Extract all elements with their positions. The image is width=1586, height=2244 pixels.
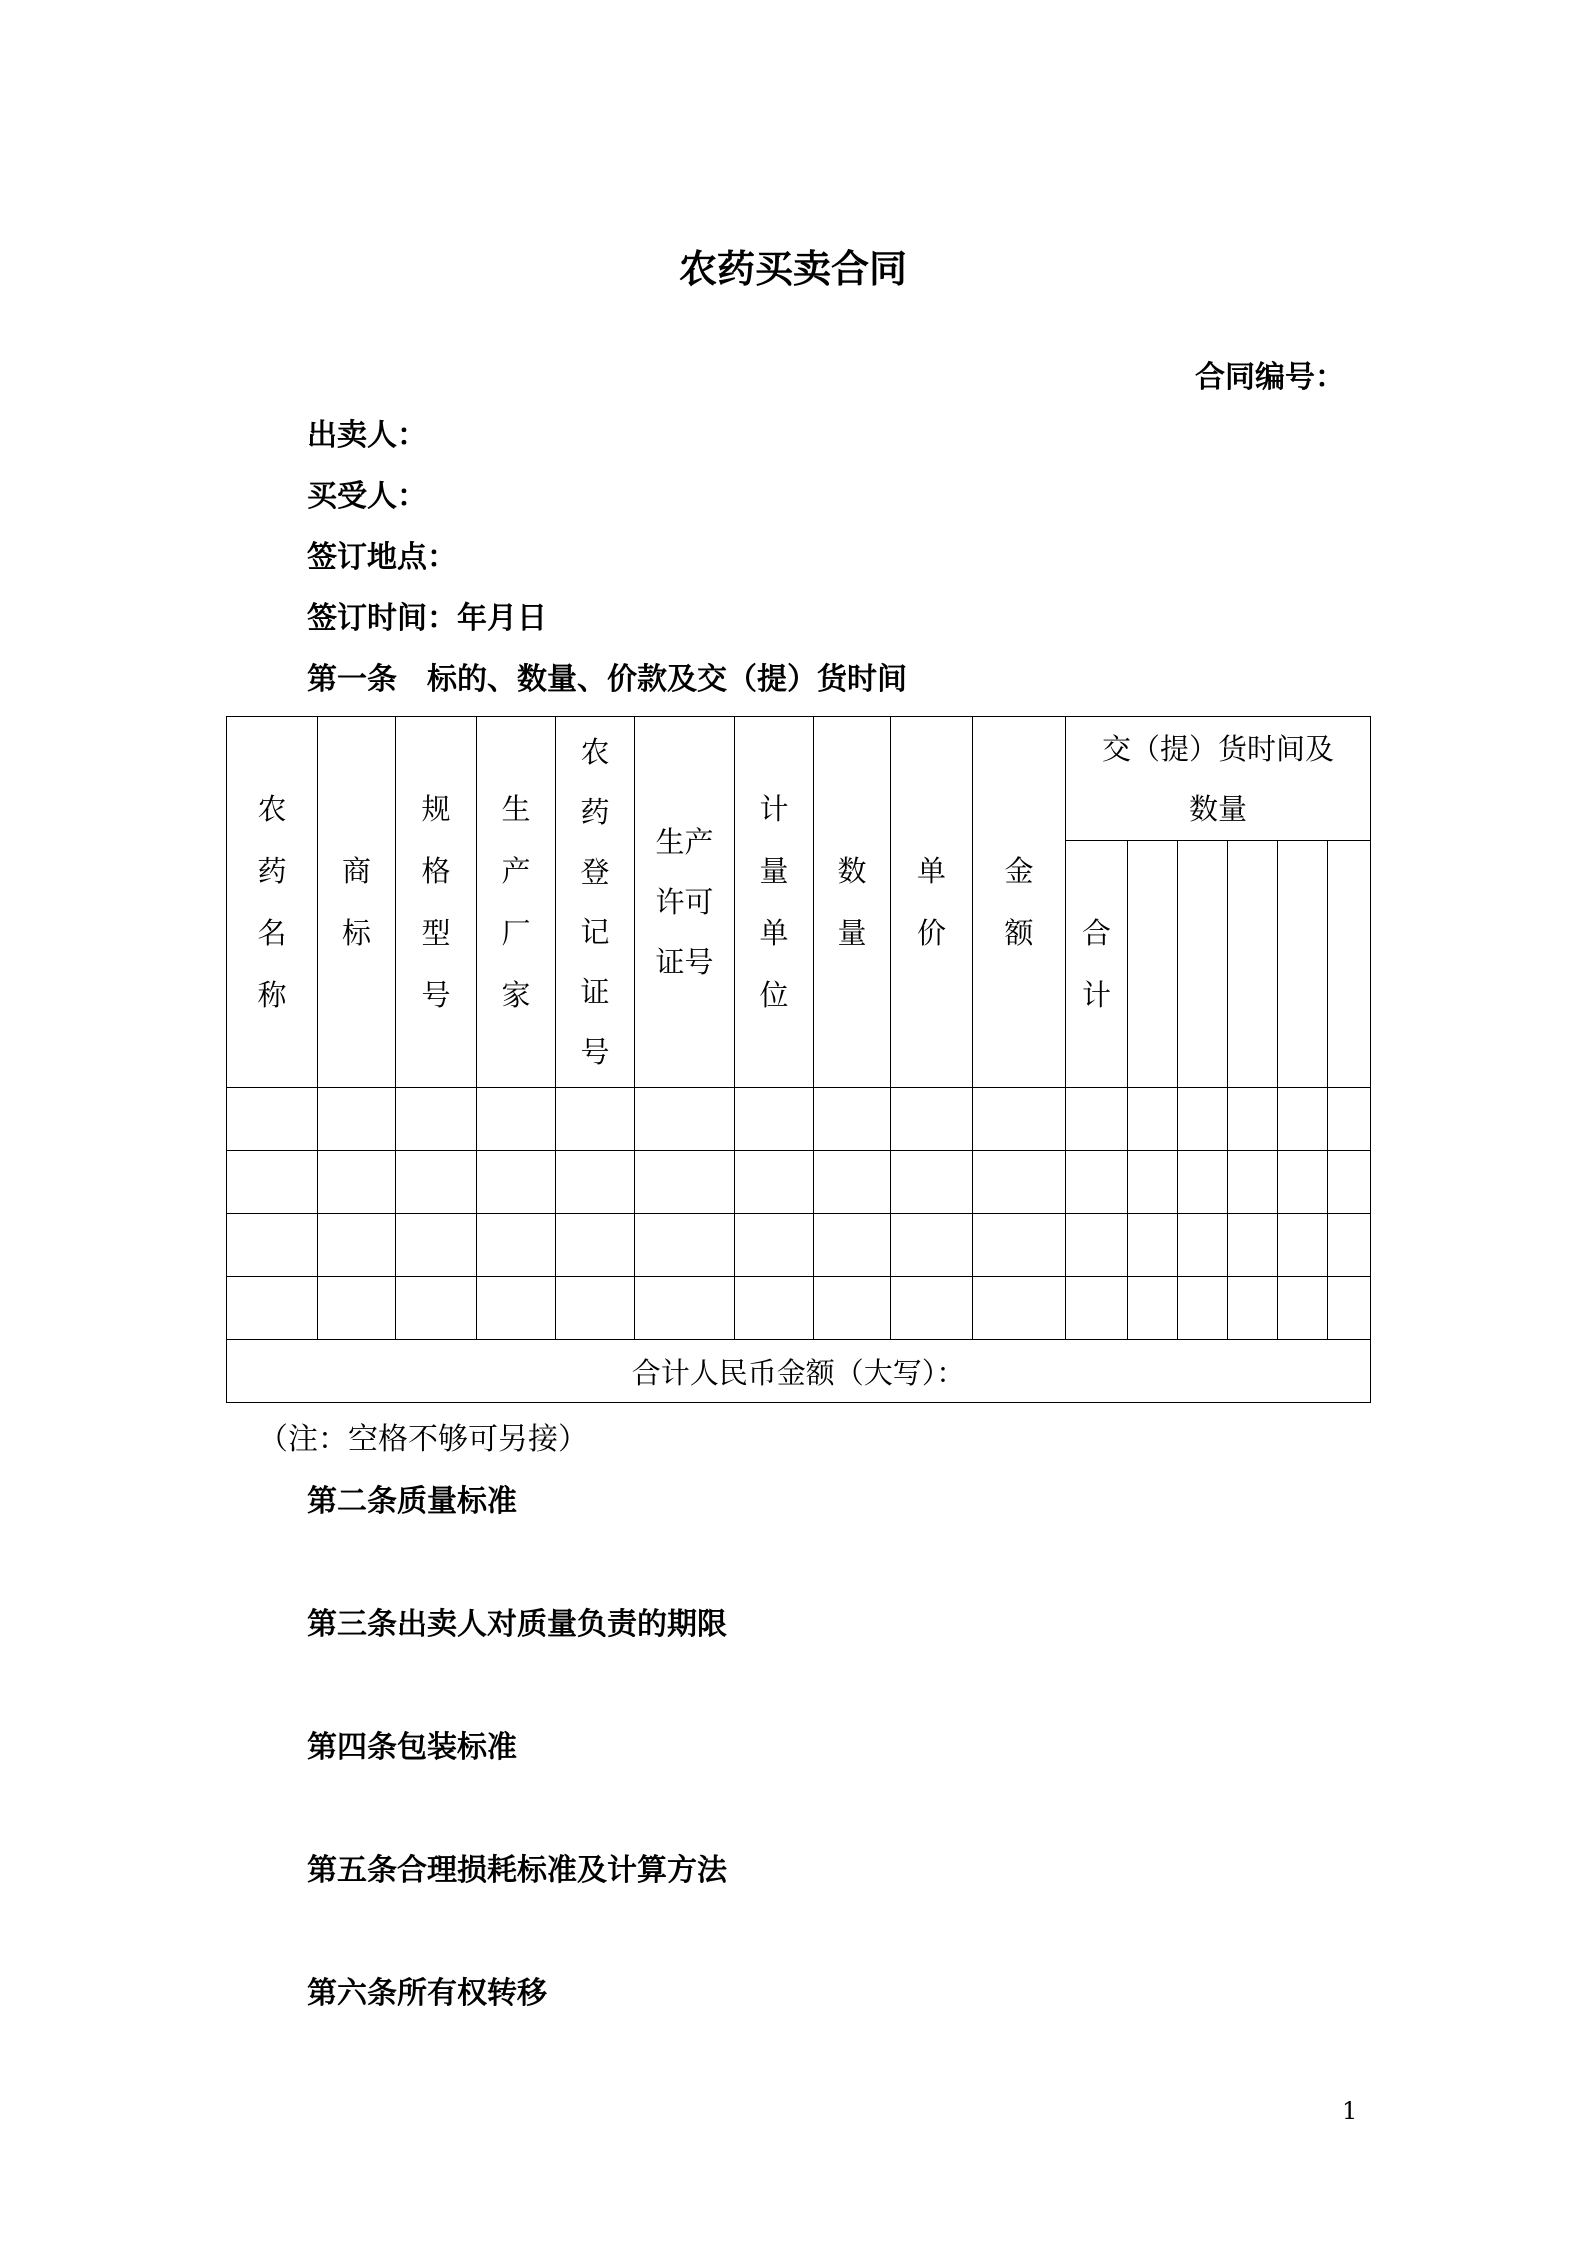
sign-place-field: 签订地点： xyxy=(307,540,457,575)
delivery-cell xyxy=(1328,841,1371,1088)
section-6-heading: 第六条所有权转移 xyxy=(307,1976,547,2011)
delivery-cell xyxy=(1278,841,1328,1088)
header-pesticide-name: 农 药 名 称 xyxy=(227,717,318,1088)
page-number: 1 xyxy=(1342,2097,1358,2125)
document-title: 农药买卖合同 xyxy=(678,247,907,291)
section-5-heading: 第五条合理损耗标准及计算方法 xyxy=(307,1853,727,1888)
header-trademark: 商 标 xyxy=(318,717,396,1088)
delivery-cell xyxy=(1128,841,1178,1088)
header-registration-no: 农 药 登 记 证 号 xyxy=(556,717,635,1088)
table-row xyxy=(227,1277,1371,1340)
delivery-cell xyxy=(1228,841,1278,1088)
section-4-heading: 第四条包装标准 xyxy=(307,1730,517,1765)
header-subtotal: 合 计 xyxy=(1066,841,1128,1088)
section-3-heading: 第三条出卖人对质量负责的期限 xyxy=(307,1607,727,1642)
header-spec-model: 规 格 型 号 xyxy=(396,717,477,1088)
header-delivery-group: 交（提）货时间及 数量 xyxy=(1066,717,1371,841)
header-unit: 计 量 单 位 xyxy=(735,717,814,1088)
buyer-field: 买受人： xyxy=(307,479,427,514)
header-production-license: 生产 许可 证号 xyxy=(635,717,735,1088)
table-note: （注：空格不够可另接） xyxy=(258,1422,588,1457)
section-2-heading: 第二条质量标准 xyxy=(307,1484,517,1519)
table-row xyxy=(227,1088,1371,1151)
header-quantity: 数 量 xyxy=(814,717,891,1088)
seller-field: 出卖人： xyxy=(307,418,427,453)
section-1-heading: 第一条 标的、数量、价款及交（提）货时间 xyxy=(307,662,907,697)
delivery-cell xyxy=(1178,841,1228,1088)
header-manufacturer: 生 产 厂 家 xyxy=(477,717,556,1088)
sign-time-field: 签订时间：年月日 xyxy=(307,601,547,636)
table-row xyxy=(227,1151,1371,1214)
contract-number-label: 合同编号： xyxy=(1195,360,1345,395)
total-amount-row: 合计人民币金额（大写）： xyxy=(227,1340,1371,1403)
goods-table xyxy=(226,716,1371,1403)
table-row xyxy=(227,1214,1371,1277)
header-amount: 金 额 xyxy=(973,717,1066,1088)
header-unit-price: 单 价 xyxy=(891,717,973,1088)
